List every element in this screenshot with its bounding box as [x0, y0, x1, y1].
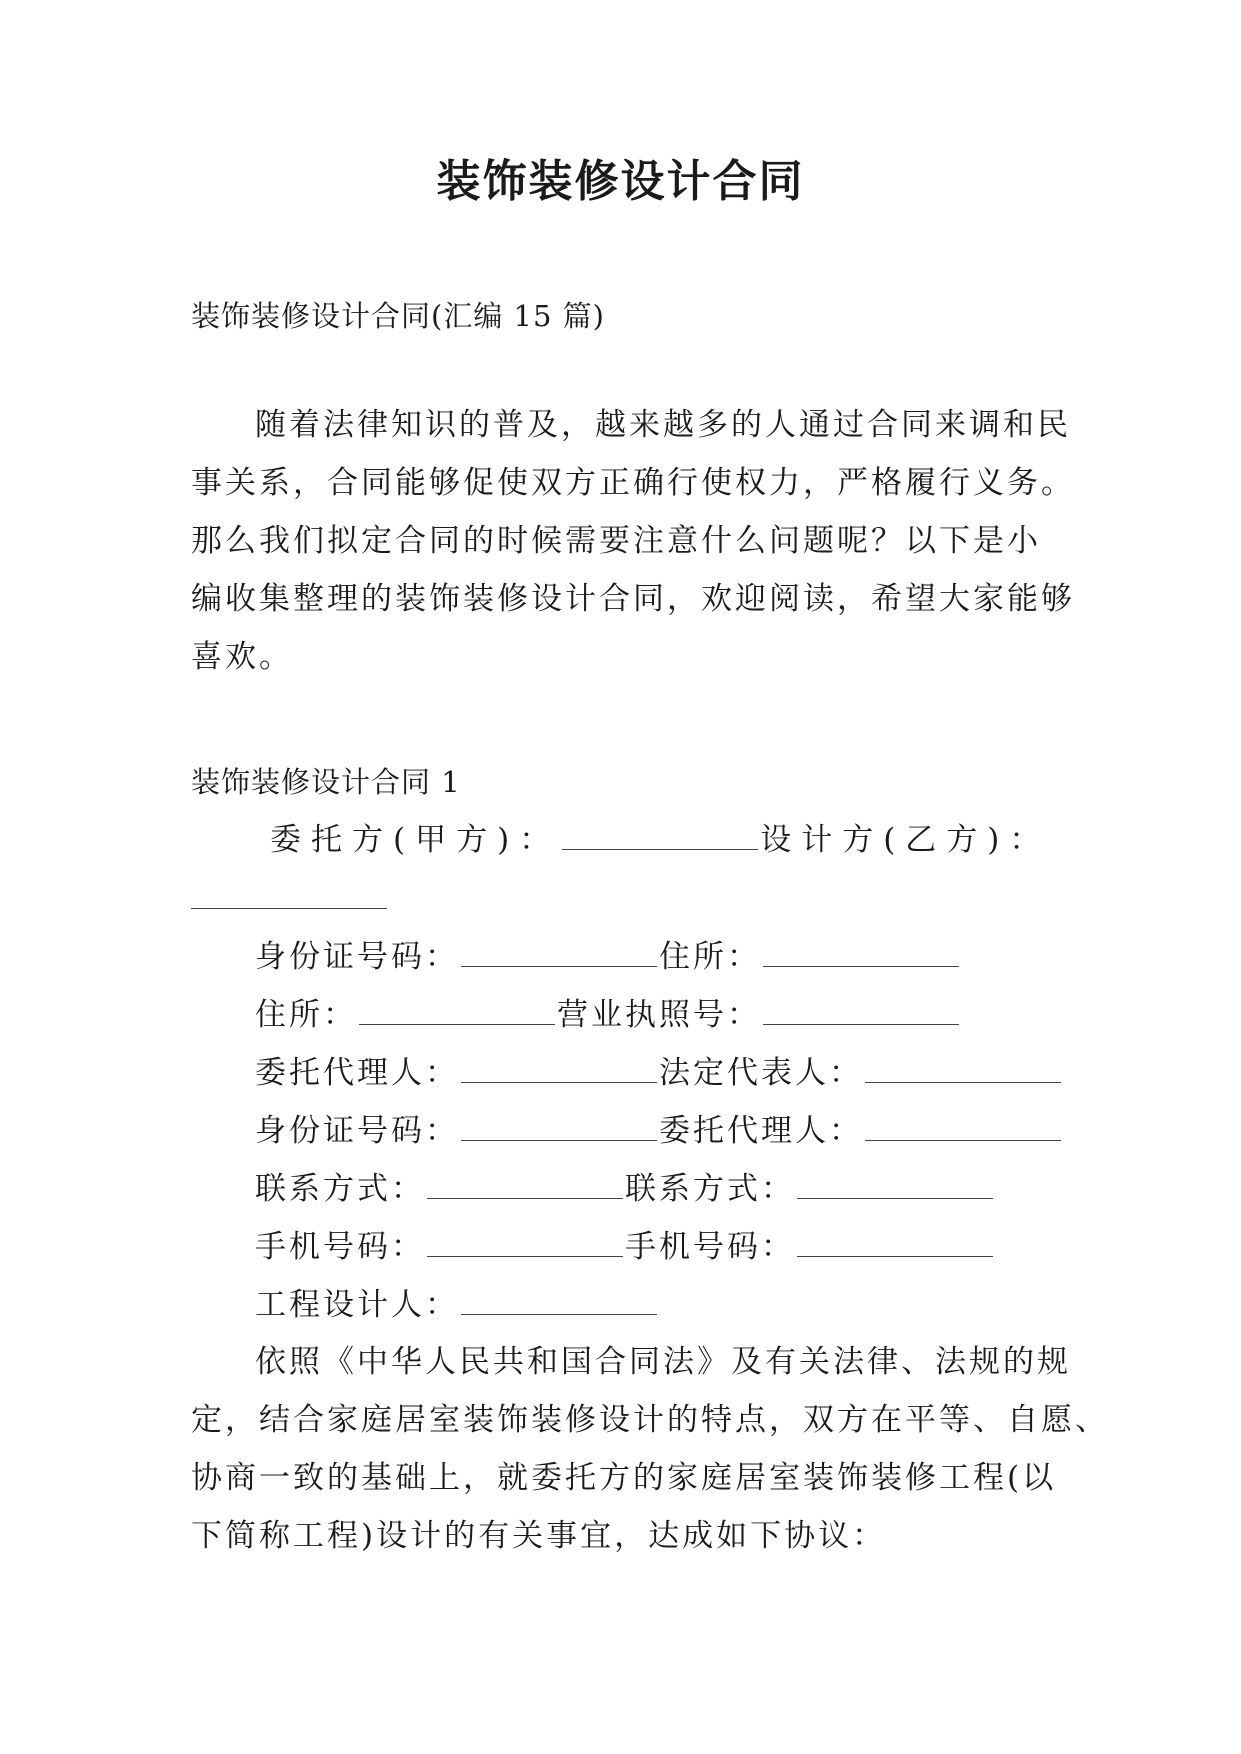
document-subtitle: 装饰装修设计合同(汇编 15 篇) [191, 299, 605, 333]
field-row [255, 1283, 659, 1327]
field-label: 身份证号码： [255, 939, 459, 975]
intro-line: 喜欢。 [191, 639, 293, 675]
intro-line: 随着法律知识的普及，越来越多的人通过合同来调和民 [255, 407, 1071, 443]
party-line [270, 818, 1050, 862]
body-paragraph [191, 1333, 1109, 1565]
field-blank [461, 1110, 657, 1141]
intro-paragraph [191, 396, 1075, 686]
field-blank [427, 1168, 623, 1199]
field-label: 委托代理人： [659, 1113, 863, 1149]
field-blank [461, 1052, 657, 1083]
field-row [255, 1051, 1063, 1095]
document-title: 装饰装修设计合同 [436, 156, 805, 207]
field-blank [865, 1110, 1061, 1141]
field-blank [763, 936, 959, 967]
field-label: 联系方式： [255, 1171, 425, 1207]
field-label: 联系方式： [625, 1171, 795, 1207]
field-label: 工程设计人： [255, 1287, 459, 1323]
party-b-blank [191, 878, 387, 909]
field-row [255, 935, 961, 979]
field-blank [797, 1226, 993, 1257]
intro-line: 事关系，合同能够促使双方正确行使权力，严格履行义务。 [191, 465, 1075, 501]
field-blank [461, 936, 657, 967]
field-label: 住所： [659, 939, 761, 975]
intro-line: 编收集整理的装饰装修设计合同，欢迎阅读，希望大家能够 [191, 581, 1075, 617]
field-blank [763, 994, 959, 1025]
body-line: 依照《中华人民共和国合同法》及有关法律、法规的规 [255, 1344, 1071, 1380]
field-label: 手机号码： [255, 1229, 425, 1265]
party-b-label: 设计方(乙方)： [760, 822, 1051, 858]
body-line: 下简称工程)设计的有关事宜，达成如下协议： [191, 1518, 887, 1554]
field-label: 委托代理人： [255, 1055, 459, 1091]
body-line: 协商一致的基础上，就委托方的家庭居室装饰装修工程(以 [191, 1460, 1057, 1496]
field-row [255, 1109, 1063, 1153]
field-blank [865, 1052, 1061, 1083]
field-row [255, 1225, 995, 1269]
field-label: 身份证号码： [255, 1113, 459, 1149]
field-row [255, 1167, 995, 1211]
field-blank [461, 1284, 657, 1315]
body-line: 定，结合家庭居室装饰装修设计的特点，双方在平等、自愿、 [191, 1402, 1109, 1438]
section-title: 装饰装修设计合同 1 [191, 765, 461, 799]
field-label: 法定代表人： [659, 1055, 863, 1091]
field-blank [359, 994, 555, 1025]
field-blank [797, 1168, 993, 1199]
field-row [255, 993, 961, 1037]
party-a-blank [562, 819, 758, 850]
field-blank [427, 1226, 623, 1257]
intro-line: 那么我们拟定合同的时候需要注意什么问题呢？以下是小 [191, 523, 1041, 559]
party-a-label: 委托方(甲方)： [270, 822, 561, 858]
field-label: 手机号码： [625, 1229, 795, 1265]
field-label: 住所： [255, 997, 357, 1033]
field-label: 营业执照号： [557, 997, 761, 1033]
